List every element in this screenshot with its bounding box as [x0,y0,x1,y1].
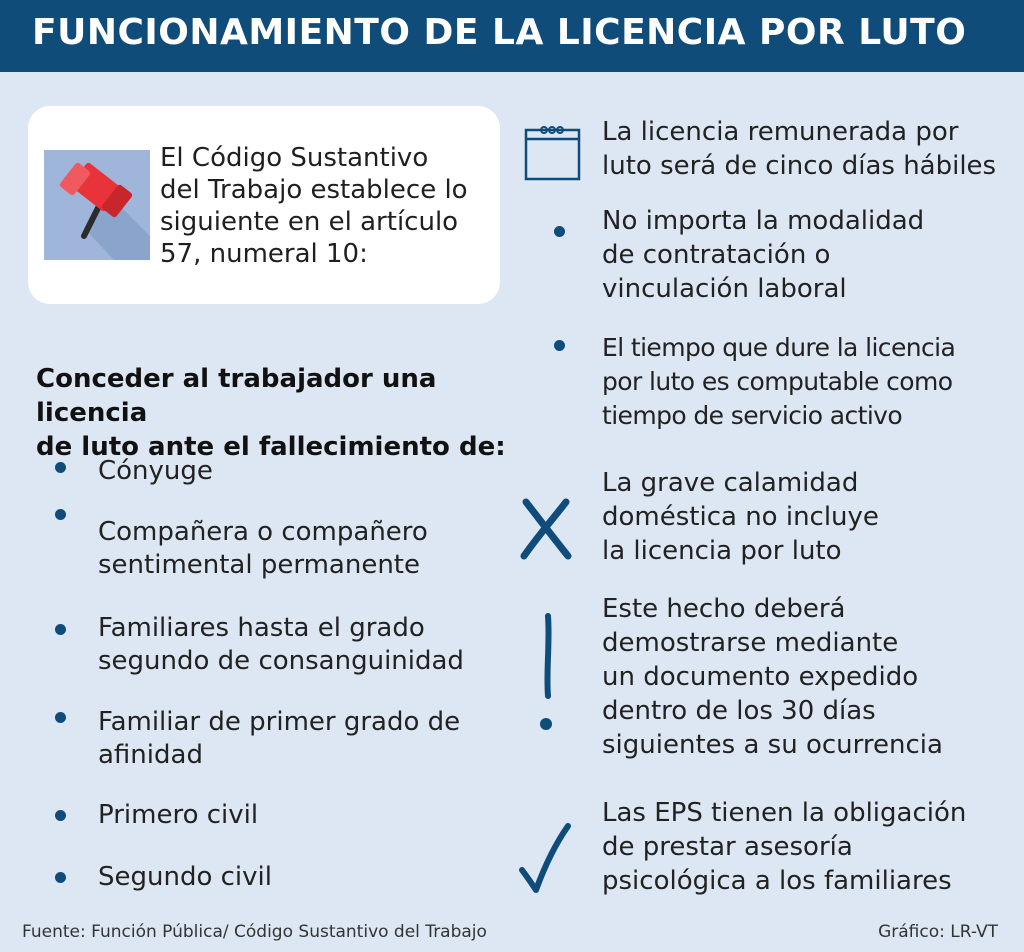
bullet-icon [554,340,565,351]
fact-line: siguientes a su ocurrencia [602,730,943,760]
bullet-icon [55,810,66,821]
graphic-credit: Gráfico: LR-VT [878,922,998,942]
list-item-line: Cónyuge [98,456,213,486]
bullet-icon [55,712,66,723]
intro-line: El Código Sustantivo [160,143,429,173]
fact-line: de prestar asesoría [602,832,853,862]
fact-line: de contratación o [602,240,831,270]
fact-line: La licencia remunerada por [602,117,959,147]
header-bar [0,0,1024,72]
list-item [98,706,518,772]
bullet-icon [55,624,66,635]
exclamation-icon [536,612,560,740]
fact-line: La grave calamidad [602,468,859,498]
fact-item [602,466,1012,568]
checkmark-icon [518,822,572,898]
fact-line: la licencia por luto [602,536,842,566]
bullet-icon [554,226,565,237]
fact-line: un documento expedido [602,662,919,692]
page-title: FUNCIONAMIENTO DE LA LICENCIA POR LUTO [32,12,967,53]
fact-line: psicológica a los familiares [602,866,952,896]
left-heading-line: Conceder al trabajador una licencia [36,364,437,428]
list-item-line: Compañera o compañero [98,517,428,547]
fact-line: tiempo de servicio activo [602,401,903,430]
intro-line: 57, numeral 10: [160,239,368,269]
list-item [98,799,518,832]
bullet-icon [55,509,66,520]
gavel-icon [44,150,150,260]
list-item-line: afinidad [98,740,203,770]
fact-line: por luto es computable como [602,367,953,396]
fact-line: luto será de cinco días hábiles [602,151,997,181]
bullet-icon [55,872,66,883]
left-heading [36,362,526,464]
fact-item [602,204,1012,306]
list-item-line: Familiares hasta el grado [98,613,425,643]
fact-line: Las EPS tienen la obligación [602,798,967,828]
intro-text [160,142,490,270]
bullet-icon [55,462,66,473]
list-item-line: Familiar de primer grado de [98,707,461,737]
list-item [98,516,518,582]
list-item-line: Primero civil [98,800,259,830]
fact-item [602,331,1012,433]
list-item [98,455,518,488]
fact-line: doméstica no incluye [602,502,879,532]
list-item [98,861,518,894]
list-item-line: sentimental permanente [98,550,420,580]
fact-item [602,592,1012,762]
fact-line: Este hecho deberá [602,594,846,624]
intro-line: del Trabajo establece lo [160,175,468,205]
fact-item [602,796,1012,898]
list-item [98,612,518,678]
intro-card [28,106,500,304]
x-icon [518,496,574,564]
list-item-line: Segundo civil [98,862,272,892]
fact-item [602,115,1012,183]
intro-line: siguiente en el artículo [160,207,459,237]
fact-line: demostrarse mediante [602,628,899,658]
calendar-icon [524,124,582,186]
left-heading-line: de luto ante el fallecimiento de: [36,432,506,462]
fact-line: dentro de los 30 días [602,696,876,726]
fact-line: El tiempo que dure la licencia [602,333,956,362]
fact-line: No importa la modalidad [602,206,925,236]
list-item-line: segundo de consanguinidad [98,646,464,676]
fact-line: vinculación laboral [602,274,847,304]
source-credit: Fuente: Función Pública/ Código Sustantivo del Trabajo [22,922,487,942]
